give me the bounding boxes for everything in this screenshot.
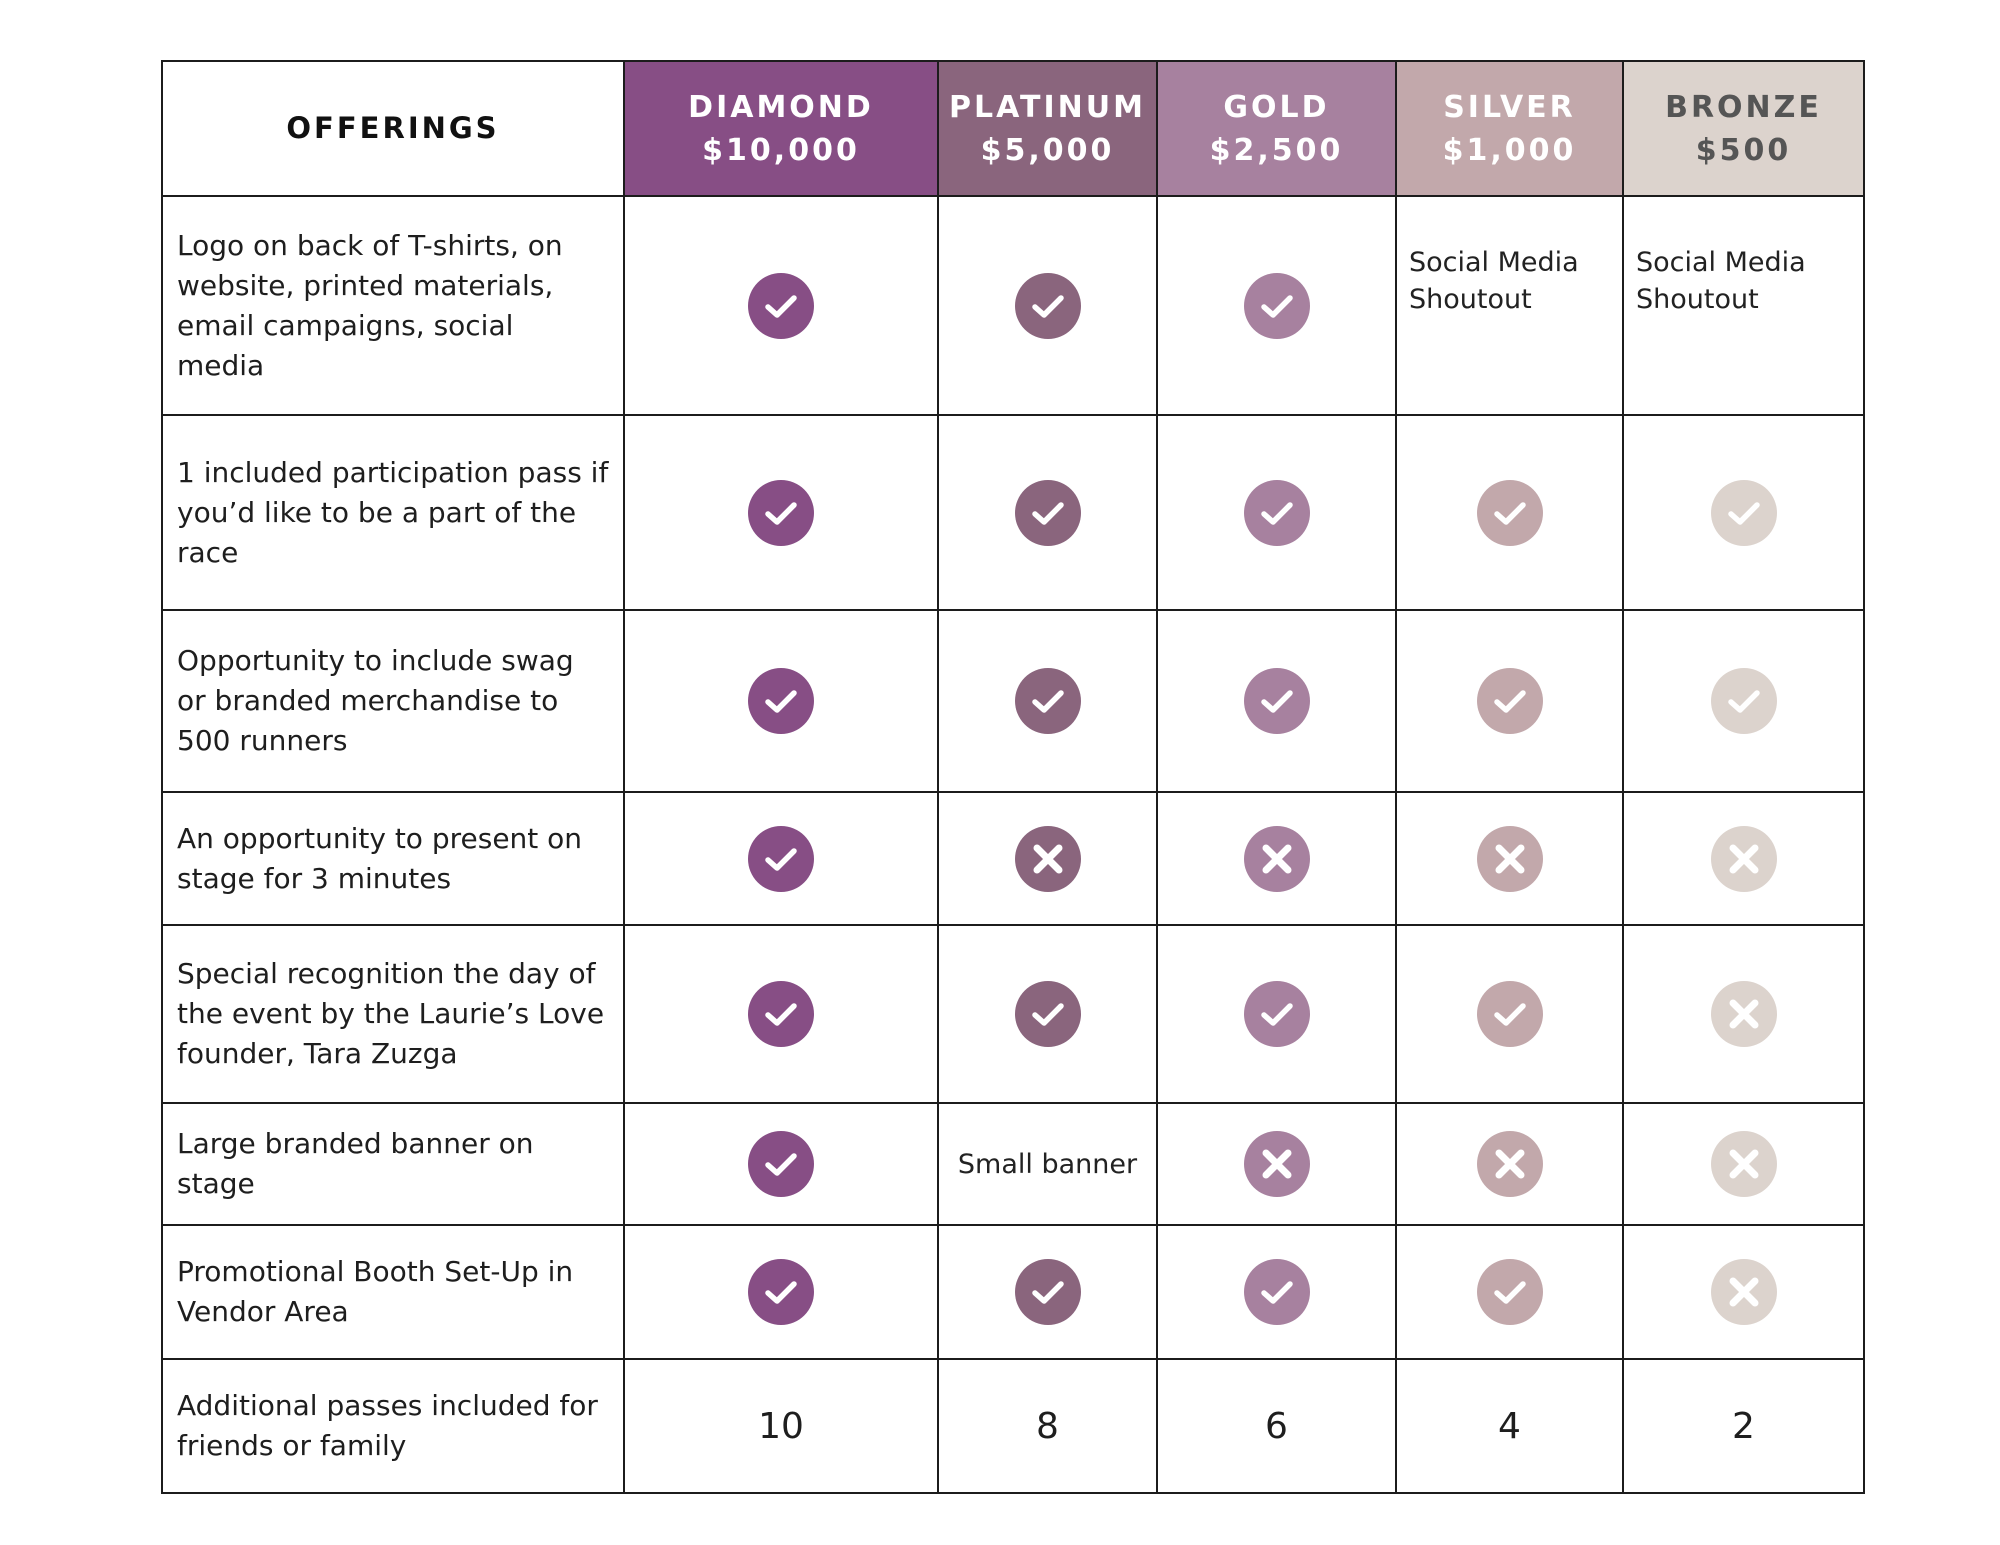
offering-text: Large branded banner on stage: [177, 1127, 534, 1200]
tier-name: SILVER: [1443, 89, 1576, 125]
table-row: [162, 1225, 1864, 1359]
tier-cell: [1623, 925, 1864, 1103]
offering-cell: [162, 610, 624, 792]
check-circle-icon: [1243, 479, 1311, 547]
x-circle-icon: [1014, 825, 1082, 893]
check-circle-icon: [1243, 1258, 1311, 1326]
offering-text: 1 included participation pass if you’d like to be a part of the race: [177, 455, 609, 569]
table-row: [162, 610, 1864, 792]
tier-cell: [624, 1359, 938, 1493]
offering-text: Additional passes included for friends or family: [177, 1389, 598, 1462]
tier-cell: [938, 415, 1157, 610]
table-body: [162, 196, 1864, 1493]
tier-cell: [1396, 1225, 1623, 1359]
check-circle-icon: [1476, 980, 1544, 1048]
offerings-label: OFFERINGS: [286, 111, 500, 145]
header-row: [162, 61, 1864, 196]
tier-price: $10,000: [702, 132, 860, 168]
x-circle-icon: [1243, 1130, 1311, 1198]
offering-text: Opportunity to include swag or branded merchandise to 500 runners: [177, 644, 574, 757]
tier-cell: [624, 196, 938, 415]
tier-cell: [624, 415, 938, 610]
tier-cell: [1157, 1359, 1396, 1493]
check-circle-icon: [1014, 980, 1082, 1048]
tier-cell: [938, 610, 1157, 792]
check-circle-icon: [1243, 667, 1311, 735]
check-circle-icon: [1014, 1258, 1082, 1326]
check-circle-icon: [1014, 272, 1082, 340]
tier-cell: [1157, 792, 1396, 925]
check-circle-icon: [1014, 479, 1082, 547]
check-circle-icon: [1476, 1258, 1544, 1326]
tier-cell-text: Small banner: [957, 1148, 1138, 1180]
offering-text: Promotional Booth Set-Up in Vendor Area: [177, 1255, 574, 1328]
check-circle-icon: [1476, 479, 1544, 547]
tier-cell: [1157, 925, 1396, 1103]
tier-cell: [1623, 610, 1864, 792]
tier-cell: [938, 925, 1157, 1103]
table-row: [162, 925, 1864, 1103]
tier-cell: [1396, 1359, 1623, 1493]
x-circle-icon: [1710, 1130, 1778, 1198]
table-row: [162, 415, 1864, 610]
tier-cell: [1157, 196, 1396, 415]
check-circle-icon: [1710, 667, 1778, 735]
tier-cell: [938, 196, 1157, 415]
tier-cell: [1157, 1225, 1396, 1359]
tier-cell: [1157, 415, 1396, 610]
check-circle-icon: [747, 667, 815, 735]
tier-name: BRONZE: [1665, 89, 1822, 125]
tier-cell: [1396, 925, 1623, 1103]
tier-price: $500: [1695, 132, 1792, 168]
tier-name: GOLD: [1223, 89, 1330, 125]
offering-cell: [162, 196, 624, 415]
offering-cell: [162, 1103, 624, 1225]
check-circle-icon: [1710, 479, 1778, 547]
pass-count: 10: [758, 1405, 804, 1447]
tier-header-diamond: [624, 61, 938, 196]
x-circle-icon: [1476, 1130, 1544, 1198]
tier-cell: [1396, 415, 1623, 610]
check-circle-icon: [1243, 272, 1311, 340]
tier-cell: [1396, 1103, 1623, 1225]
table-row: [162, 792, 1864, 925]
offering-text: Special recognition the day of the event by the Laurie’s Love founder, Tara Zuzga: [177, 957, 605, 1070]
offering-text: Logo on back of T-shirts, on website, printed materials, email campaigns, social media: [177, 228, 563, 382]
offering-cell: [162, 925, 624, 1103]
tier-name: PLATINUM: [949, 89, 1146, 125]
table-row: [162, 1359, 1864, 1493]
table-row: [162, 1103, 1864, 1225]
tier-cell: [938, 1103, 1157, 1225]
x-circle-icon: [1243, 825, 1311, 893]
tier-name: DIAMOND: [688, 89, 874, 125]
check-circle-icon: [747, 479, 815, 547]
tier-price: $1,000: [1442, 132, 1577, 168]
x-circle-icon: [1710, 1258, 1778, 1326]
tier-header-gold: [1157, 61, 1396, 196]
x-circle-icon: [1476, 825, 1544, 893]
offering-cell: [162, 1359, 624, 1493]
offering-text: An opportunity to present on stage for 3 minutes: [177, 821, 583, 895]
tier-cell: [1623, 1225, 1864, 1359]
tier-cell: [1623, 196, 1864, 415]
offering-cell: [162, 415, 624, 610]
pass-count: 4: [1498, 1405, 1521, 1447]
tier-cell-text: Social Media Shoutout: [1409, 246, 1579, 315]
offering-cell: [162, 792, 624, 925]
tier-cell: [1157, 610, 1396, 792]
tier-cell: [1623, 1103, 1864, 1225]
tier-cell: [624, 792, 938, 925]
tier-header-bronze: [1623, 61, 1864, 196]
offering-cell: [162, 1225, 624, 1359]
tier-cell: [1396, 610, 1623, 792]
pass-count: 6: [1265, 1405, 1288, 1447]
check-circle-icon: [747, 272, 815, 340]
sponsorship-table: [161, 60, 1865, 1494]
tier-price: $5,000: [980, 132, 1115, 168]
pass-count: 8: [1036, 1405, 1059, 1447]
x-circle-icon: [1710, 980, 1778, 1048]
tier-header-silver: [1396, 61, 1623, 196]
x-circle-icon: [1710, 825, 1778, 893]
tier-cell: [1623, 792, 1864, 925]
tier-cell-text: Social Media Shoutout: [1636, 246, 1806, 315]
tier-cell: [624, 610, 938, 792]
check-circle-icon: [1476, 667, 1544, 735]
offerings-header: [162, 61, 624, 196]
check-circle-icon: [747, 825, 815, 893]
check-circle-icon: [1014, 667, 1082, 735]
table-row: [162, 196, 1864, 415]
tier-cell: [1396, 196, 1623, 415]
tier-cell: [624, 1103, 938, 1225]
tier-cell: [1157, 1103, 1396, 1225]
check-circle-icon: [747, 1130, 815, 1198]
tier-price: $2,500: [1209, 132, 1344, 168]
tier-cell: [1623, 1359, 1864, 1493]
check-circle-icon: [1243, 980, 1311, 1048]
tier-cell: [1623, 415, 1864, 610]
tier-cell: [938, 1225, 1157, 1359]
tier-cell: [938, 792, 1157, 925]
tier-cell: [938, 1359, 1157, 1493]
check-circle-icon: [747, 1258, 815, 1326]
tier-cell: [624, 925, 938, 1103]
tier-cell: [624, 1225, 938, 1359]
tier-cell: [1396, 792, 1623, 925]
pass-count: 2: [1732, 1405, 1755, 1447]
tier-header-platinum: [938, 61, 1157, 196]
check-circle-icon: [747, 980, 815, 1048]
